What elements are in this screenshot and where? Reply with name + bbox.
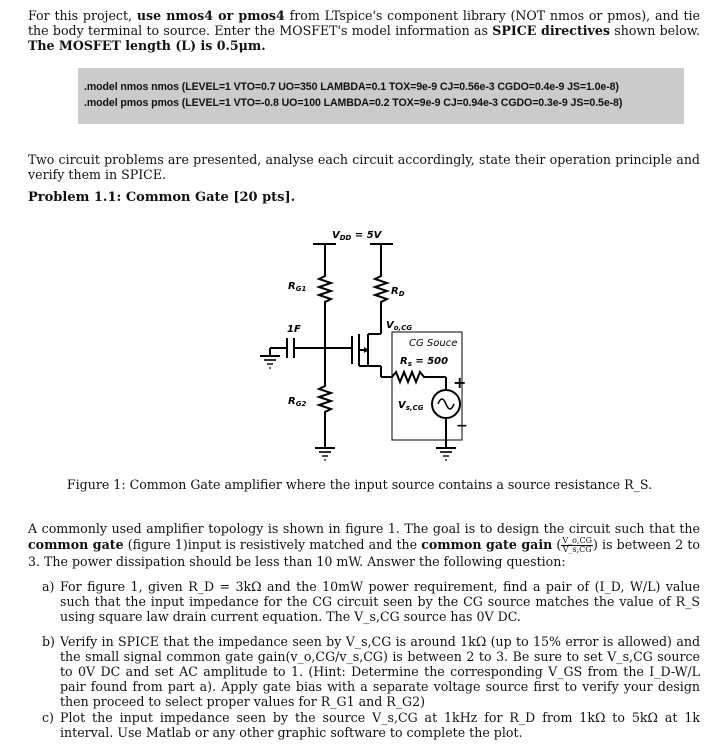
circuit-schematic	[0, 222, 719, 472]
rg1-label: $R_{G1}$	[288, 281, 307, 293]
intro-text-1: For this project,	[28, 8, 137, 23]
model-line-pmos: .model pmos pmos (LEVEL=1 VTO=-0.8 UO=100 LAMBDA=0.2 TOX=9e-9 CJ=0.94e-3 CGDO=0.3e-9 JS=0.5e-8)	[84, 97, 623, 109]
rg2-resistor	[319, 382, 331, 422]
problem-title: Problem 1.1: Common Gate [20 pts].	[28, 190, 296, 205]
rd-resistor	[375, 270, 387, 308]
vscg-label: $V_{s,CG}$	[398, 400, 424, 412]
rs-resistor	[392, 372, 446, 382]
vdd-label: $V_{DD} = 5V$	[332, 230, 382, 242]
question-c-label: c)	[42, 710, 54, 725]
question-a-text: For figure 1, given R_D = 3kΩ and the 10mW power requirement, find a pair of (I_D, W/L) value such that the input impedance for the CG circuit seen by the CG source matches the value of R_S using square law drain current equation. The V_s,CG source has 0V DC.	[60, 579, 700, 624]
model-line-nmos: .model nmos nmos (LEVEL=1 VTO=0.7 UO=350 LAMBDA=0.1 TOX=9e-9 CJ=0.56e-3 CGDO=0.4e-9 JS=1.0e-8)	[84, 81, 619, 93]
question-c-text: Plot the input impedance seen by the source V_s,CG at 1kHz for R_D from 1kΩ to 5kΩ at 1k interval. Use Matlab or any other graphic software to complete the plot.	[60, 710, 700, 740]
problems-intro: Two circuit problems are presented, analyse each circuit accordingly, state their operation principle and verify them in SPICE.	[28, 152, 700, 182]
plus-sign: +	[453, 373, 467, 392]
cg-source-label: CG Souce	[409, 338, 458, 349]
spice-model-box	[78, 68, 684, 124]
question-a-label: a)	[42, 579, 55, 594]
question-b	[42, 634, 700, 709]
intro-text-2: from LTspice's component library (NOT nmos or pmos), and tie the body terminal to source. Enter the MOSFET's model information as	[28, 8, 700, 38]
intro-bold-3: The MOSFET length (L) is 0.5μm.	[28, 38, 266, 53]
body-text-1: A commonly used amplifier topology is shown in figure 1. The goal is to design the circuit such that the	[28, 521, 700, 536]
rg1-resistor	[319, 270, 331, 308]
cap-label: 1F	[287, 324, 301, 335]
question-a	[42, 579, 700, 624]
question-b-text: Verify in SPICE that the impedance seen by V_s,CG is around 1kΩ (up to 15% error is allowed) and the small signal common gate gain(v_o,CG/v_s,CG) is between 2 to 3. Be sure to set V_s,CG source to 0V DC and set AC amplitude to 1. (Hint: Determine the corresponding V_GS from the I_D-W/L pair found from part a). Apply gate bias with a separate voltage source first to verify your design then proceed to select proper values for R_G1 and R_G2)	[60, 634, 700, 709]
minus-sign: −	[456, 418, 468, 434]
gain-denominator: V_s,CG	[562, 545, 592, 554]
intro-bold-2: SPICE directives	[492, 23, 610, 38]
body-text-3: ) is between 2 to 3. The power dissipation should be less than 10 mW. Answer the following question:	[28, 537, 700, 569]
gain-numerator: V_o,CG	[562, 536, 592, 545]
gain-fraction	[561, 537, 593, 554]
intro-text-3: shown below.	[609, 23, 700, 38]
question-c	[42, 710, 700, 740]
question-b-label: b)	[42, 634, 55, 649]
rd-label: $R_D$	[391, 286, 405, 298]
vocg-label: $V_{o,CG}$	[386, 320, 413, 332]
intro-bold-1: use nmos4 or pmos4	[136, 8, 285, 23]
body-text-2: (figure 1)input is resistively matched and the	[123, 537, 422, 552]
rg2-label: $R_{G2}$	[288, 396, 307, 408]
body-paragraph: A commonly used amplifier topology is shown in figure 1. The goal is to design the circuit such that the common gate (figure 1)input is resistively matched and the common gate gain ( $\frac{V\_o,CG}{V\_s,CG}$ ) is between 2 to 3. The power dissipation should be less than 10 mW. Answer the following question:	[28, 521, 700, 569]
figure-caption: Figure 1: Common Gate amplifier where the input source contains a source resistance R_S.	[66, 477, 653, 492]
body-bold-2: common gate gain	[421, 537, 553, 552]
body-bold-1: common gate	[28, 537, 124, 552]
intro-paragraph	[28, 8, 700, 53]
rs-label: $R_s = 500$	[400, 356, 449, 368]
